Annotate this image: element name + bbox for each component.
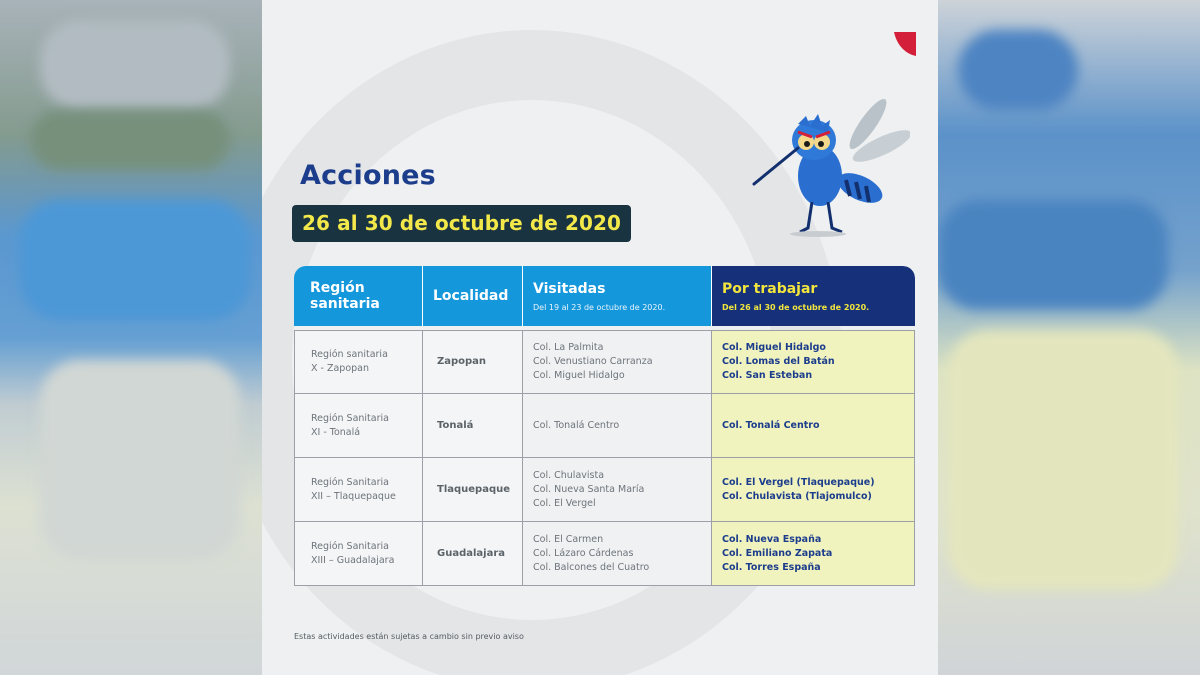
region-cell: Región Sanitaria XI - Tonalá [294,394,423,457]
date-range-badge: 26 al 30 de octubre de 2020 [292,205,631,242]
table-row [294,522,915,586]
region-cell: Región Sanitaria XII – Tlaquepaque [294,458,423,521]
page-title: Acciones [300,160,436,191]
column-header-visited: Visitadas Del 19 al 23 de octubre de 2020. [523,266,712,326]
blurred-background-left [0,0,262,675]
table-row [294,458,915,522]
visited-cell: Col. El Carmen Col. Lázaro Cárdenas Col. Balcones del Cuatro [523,522,712,585]
to-work-cell: Col. Tonalá Centro [712,394,915,457]
visited-cell: Col. Tonalá Centro [523,394,712,457]
actions-table [294,266,915,586]
brand-corner-icon [894,32,916,56]
region-cell: Región Sanitaria XIII – Guadalajara [294,522,423,585]
column-header-to-work: Por trabajar Del 26 al 30 de octubre de 2020. [712,266,915,326]
locality-cell: Zapopan [423,331,523,393]
blurred-background-right [938,0,1200,675]
locality-cell: Tonalá [423,394,523,457]
disclaimer-footnote: Estas actividades están sujetas a cambio sin previo aviso [294,632,524,641]
visited-cell: Col. La Palmita Col. Venustiano Carranza Col. Miguel Hidalgo [523,331,712,393]
table-row [294,394,915,458]
table-row [294,330,915,394]
locality-cell: Tlaquepaque [423,458,523,521]
to-work-cell: Col. Miguel Hidalgo Col. Lomas del Batán Col. San Esteban [712,331,915,393]
table-header [294,266,915,326]
column-header-region: Región sanitaria [294,266,423,326]
locality-cell: Guadalajara [423,522,523,585]
region-cell: Región sanitaria X - Zapopan [294,331,423,393]
table-body [294,330,915,586]
column-header-locality: Localidad [423,266,523,326]
to-work-cell: Col. Nueva España Col. Emiliano Zapata Col. Torres España [712,522,915,585]
visited-cell: Col. Chulavista Col. Nueva Santa María Col. El Vergel [523,458,712,521]
to-work-cell: Col. El Vergel (Tlaquepaque) Col. Chulavista (Tlajomulco) [712,458,915,521]
mosquito-mascot-icon [750,96,910,241]
infographic-card [262,0,938,675]
